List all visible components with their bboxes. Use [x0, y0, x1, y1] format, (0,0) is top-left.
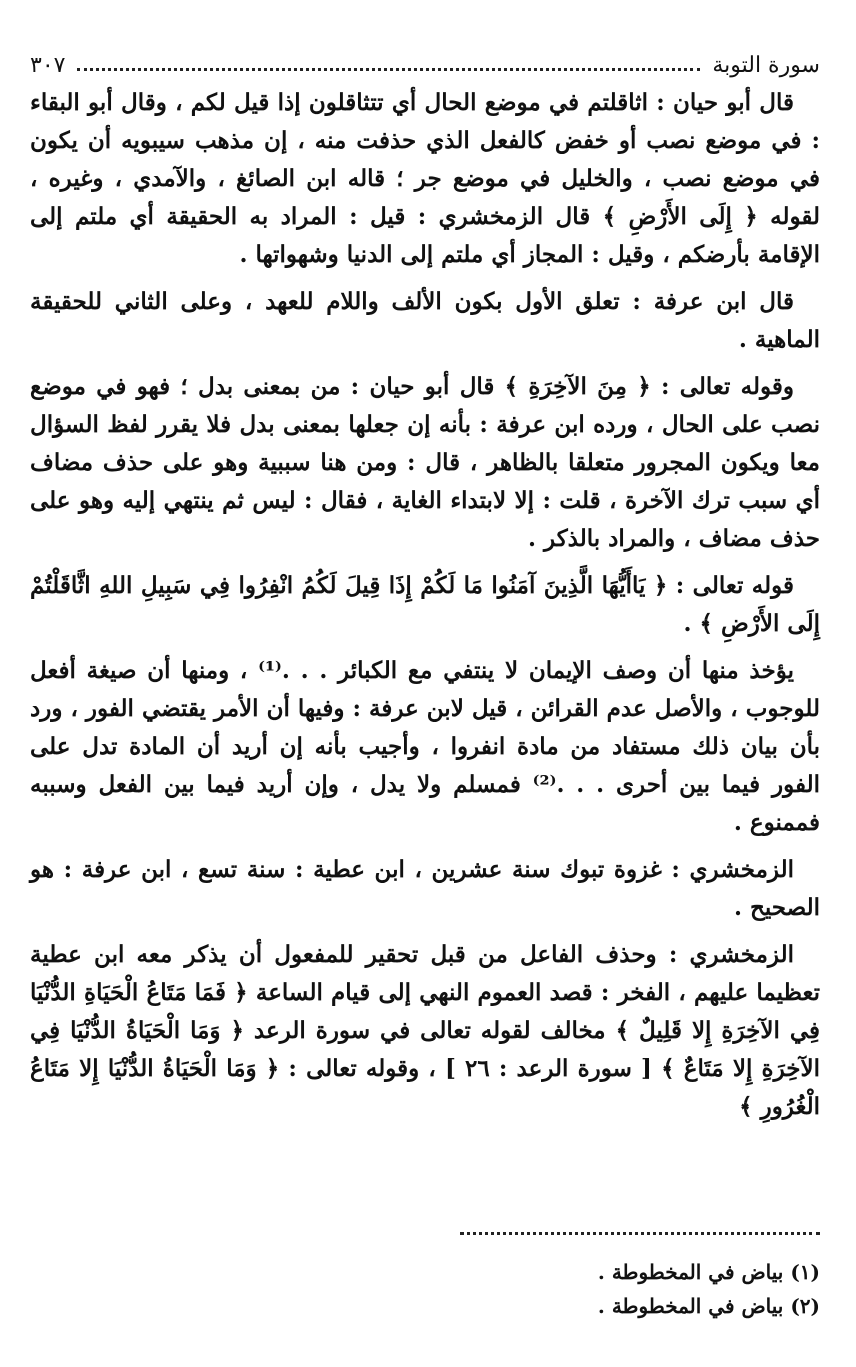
- page-number: ٣٠٧: [30, 53, 66, 78]
- footnote-dotted-rule: [460, 1232, 820, 1235]
- paragraph: الزمخشري : غزوة تبوك سنة عشرين ، ابن عطية : سنة تسع ، ابن عرفة : هو الصحيح .: [30, 856, 820, 921]
- main-text: [30, 84, 820, 1126]
- paragraph: قوله تعالى : ﴿ يَاأَيُّهَا الَّذِينَ آمَنُوا مَا لَكُمْ إِذَا قِيلَ لَكُمُ انْفِرُوا فِي سَبِيلِ اللهِ اثَّاقَلْتُمْ إِلَى الأَرْضِ ﴾ .: [30, 572, 820, 637]
- running-header: [30, 52, 820, 80]
- paragraph: قال ابن عرفة : تعلق الأول بكون الألف واللام للعهد ، وعلى الثاني للحقيقة الماهية .: [30, 288, 820, 353]
- footnotes: [30, 1255, 820, 1323]
- page-body: [30, 52, 820, 1135]
- paragraph: الزمخشري : وحذف الفاعل من قبل تحقير للمفعول أن يذكر معه ابن عطية تعظيما عليهم ، الفخر : قصد العموم النهي إلى قيام الساعة ﴿ فَمَا مَتَاعُ الْحَيَاةِ الدُّنْيَا فِي الآخِرَةِ إِلا قَلِيلٌ ﴾ مخالف لقوله تعالى في سورة الرعد ﴿ وَمَا الْحَيَاةُ الدُّنْيَا فِي الآخِرَةِ إِلا مَتَاعٌ ﴾ [ سورة الرعد : ٢٦ ] ، وقوله تعالى : ﴿ وَمَا الْحَيَاةُ الدُّنْيَا إِلا مَتَاعُ الْغُرُورِ ﴾: [30, 941, 820, 1120]
- paragraph: وقوله تعالى : ﴿ مِنَ الآخِرَةِ ﴾ قال أبو حيان : من بمعنى بدل ؛ فهو في موضع نصب على الحال ، ورده ابن عرفة : بأنه إن جعلها بمعنى بدل فلا يقرر لفظ السؤال معا ويكون المجرور متعلقا بالظاهر ، قال : ومن هنا سببية وهو على حذف مضاف أي سبب ترك الآخرة ، قلت : إلا لابتداء الغاية ، فقال : ليس ثم ينتهي إليه وهو على حذف مضاف ، والمراد بالذكر .: [30, 373, 820, 552]
- footnote: (٢) بياض في المخطوطة .: [597, 1294, 820, 1318]
- footnote-separator: [30, 1232, 820, 1235]
- paragraph: يؤخذ منها أن وصف الإيمان لا ينتفي مع الكبائر . . .⁽¹⁾ ، ومنها أن صيغة أفعل للوجوب ، والأصل عدم القرائن ، قيل لابن عرفة : وفيها أن الأمر يقتضي الفور ، ورد بأن بيان ذلك مستفاد من مادة انفروا ، وأجيب بأنه إن أريد أن المادة تدل على الفور فيما بين أحرى . . .⁽²⁾ فمسلم ولا يدل ، وإن أريد فيما بين الفعل وسببه فممنوع .: [30, 657, 820, 836]
- header-dotted-leader: [77, 68, 700, 71]
- surah-title: سورة التوبة: [712, 53, 820, 78]
- paragraph: قال أبو حيان : اثاقلتم في موضع الحال أي تتثاقلون إذا قيل لكم ، وقال أبو البقاء : في موضع نصب أو خفض كالفعل الذي حذفت منه ، إن مذهب سيبويه أن يكون في موضع نصب ، والخليل في موضع جر ؛ قاله ابن الصائغ ، والآمدي ، وغيره ، لقوله ﴿ إِلَى الأَرْضِ ﴾ قال الزمخشري : قيل : المراد به الحقيقة أي ملتم إلى الإقامة بأرضكم ، وقيل : المجاز أي ملتم إلى الدنيا وشهواتها .: [30, 89, 820, 268]
- footnote: (١) بياض في المخطوطة .: [597, 1260, 820, 1284]
